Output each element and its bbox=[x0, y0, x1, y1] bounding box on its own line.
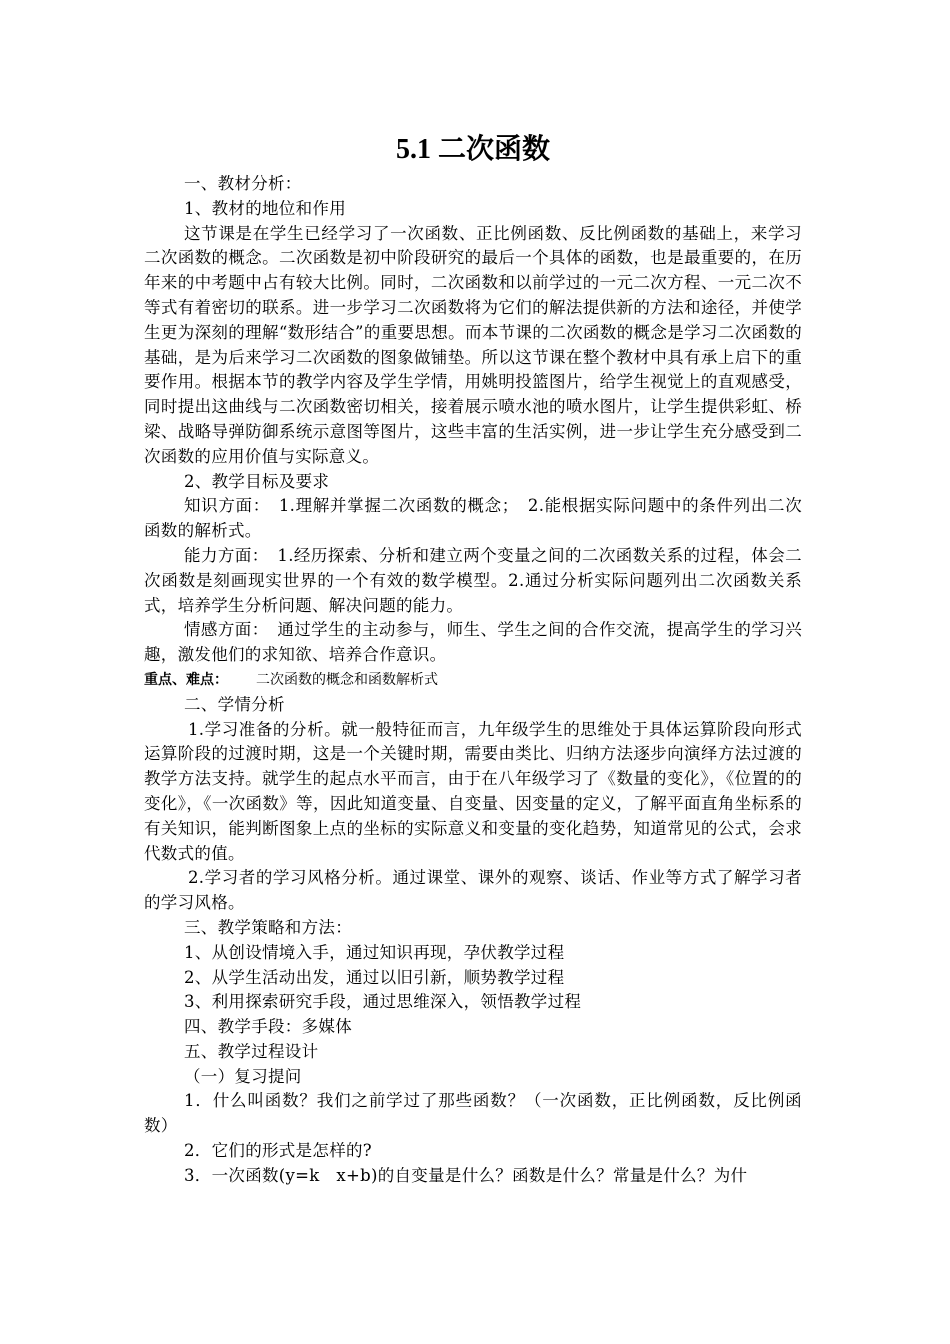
section-heading-5: 五、教学过程设计 bbox=[184, 1041, 319, 1061]
subsection-review-questions: （一）复习提问 bbox=[184, 1066, 302, 1086]
strategy-item-2: 2、从学生活动出发，通过以旧引新，顺势教学过程 bbox=[184, 967, 565, 987]
page-title: 5.1 二次函数 bbox=[395, 134, 550, 165]
paragraph-emotion-goals: 情感方面： 通过学生的主动参与，师生、学生之间的合作交流，提高学生的学习兴趣，激发他们的求知欲、培养合作意识。 bbox=[144, 620, 802, 665]
paragraph-material-role: 这节课是在学生已经学习了一次函数、正比例函数、反比例函数的基础上，来学习二次函数的概念。二次函数是初中阶段研究的最后一个具体的函数，也是最重要的，在历年来的中考题中占有较大比例。同时，二次函数和以前学过的一元二次方程、一元二次不等式有着密切的联系。进一步学习二次函数将为它们的解法提供新的方法和途径，并使学生更为深刻的理解“数形结合”的重要思想。而本节课的二次函数的概念是学习二次函数的基础，是为后来学习二次函数的图象做铺垫。所以这节课在整个教材中具有承上启下的重要作用。根据本节的教学内容及学生学情，用姚明投篮图片，给学生视觉上的直观感受，同时提出这曲线与二次函数密切相关，接着展示喷水池的喷水图片，让学生提供彩虹、桥梁、战略导弹防御系统示意图等图片，这些丰富的生活实例，进一步让学生充分感受到二次函数的应用价值与实际意义。 bbox=[144, 223, 802, 466]
paragraph-learning-style: 2.学习者的学习风格分析。通过课堂、课外的观察、谈话、作业等方式了解学习者的学习风格。 bbox=[144, 868, 802, 913]
paragraph-readiness-analysis: 1.学习准备的分析。就一般特征而言，九年级学生的思维处于具体运算阶段向形式运算阶段的过渡时期，这是一个关键时期，需要由类比、归纳方法逐步向演绎方法过渡的教学方法支持。就学生的起点水平而言，由于在八年级学习了《数量的变化》，《位置的的变化》，《一次函数》等，因此知道变量、自变量、因变量的定义，了解平面直角坐标系的有关知识，能判断图象上点的坐标的实际意义和变量的变化趋势，知道常见的公式，会求代数式的值。 bbox=[144, 719, 802, 863]
section-heading-2: 二、学情分析 bbox=[184, 694, 285, 714]
paragraph-knowledge-goals: 知识方面： 1.理解并掌握二次函数的概念； 2.能根据实际问题中的条件列出二次函数的解析式。 bbox=[144, 496, 802, 541]
key-points-label: 重点、难点： bbox=[144, 671, 228, 688]
key-points-line bbox=[144, 668, 802, 693]
question-3: 3．一次函数(y=k x+b)的自变量是什么？函数是什么？常量是什么？为什 bbox=[184, 1165, 748, 1185]
question-2: 2．它们的形式是怎样的? bbox=[184, 1141, 372, 1161]
subsection-heading-1-1: 1、教材的地位和作用 bbox=[184, 198, 346, 218]
section-heading-4: 四、教学手段：多媒体 bbox=[184, 1017, 352, 1037]
subsection-heading-1-2: 2、教学目标及要求 bbox=[184, 471, 330, 491]
paragraph-ability-goals: 能力方面： 1.经历探索、分析和建立两个变量之间的二次函数关系的过程，体会二次函数是刻画现实世界的一个有效的数学模型。2.通过分析实际问题列出二次函数关系式，培养学生分析问题、解决问题的能力。 bbox=[144, 545, 802, 615]
document-page bbox=[144, 128, 802, 1189]
strategy-item-3: 3、利用探索研究手段，通过思维深入，领悟教学过程 bbox=[184, 992, 582, 1012]
key-points-value: 二次函数的概念和函数解析式 bbox=[256, 671, 438, 688]
question-1: 1．什么叫函数？我们之前学过了那些函数？（一次函数，正比例函数，反比例函数） bbox=[144, 1091, 802, 1136]
section-heading-1: 一、教材分析： bbox=[184, 174, 302, 193]
strategy-item-1: 1、从创设情境入手，通过知识再现，孕伏教学过程 bbox=[184, 942, 565, 962]
section-heading-3: 三、教学策略和方法： bbox=[184, 917, 352, 937]
